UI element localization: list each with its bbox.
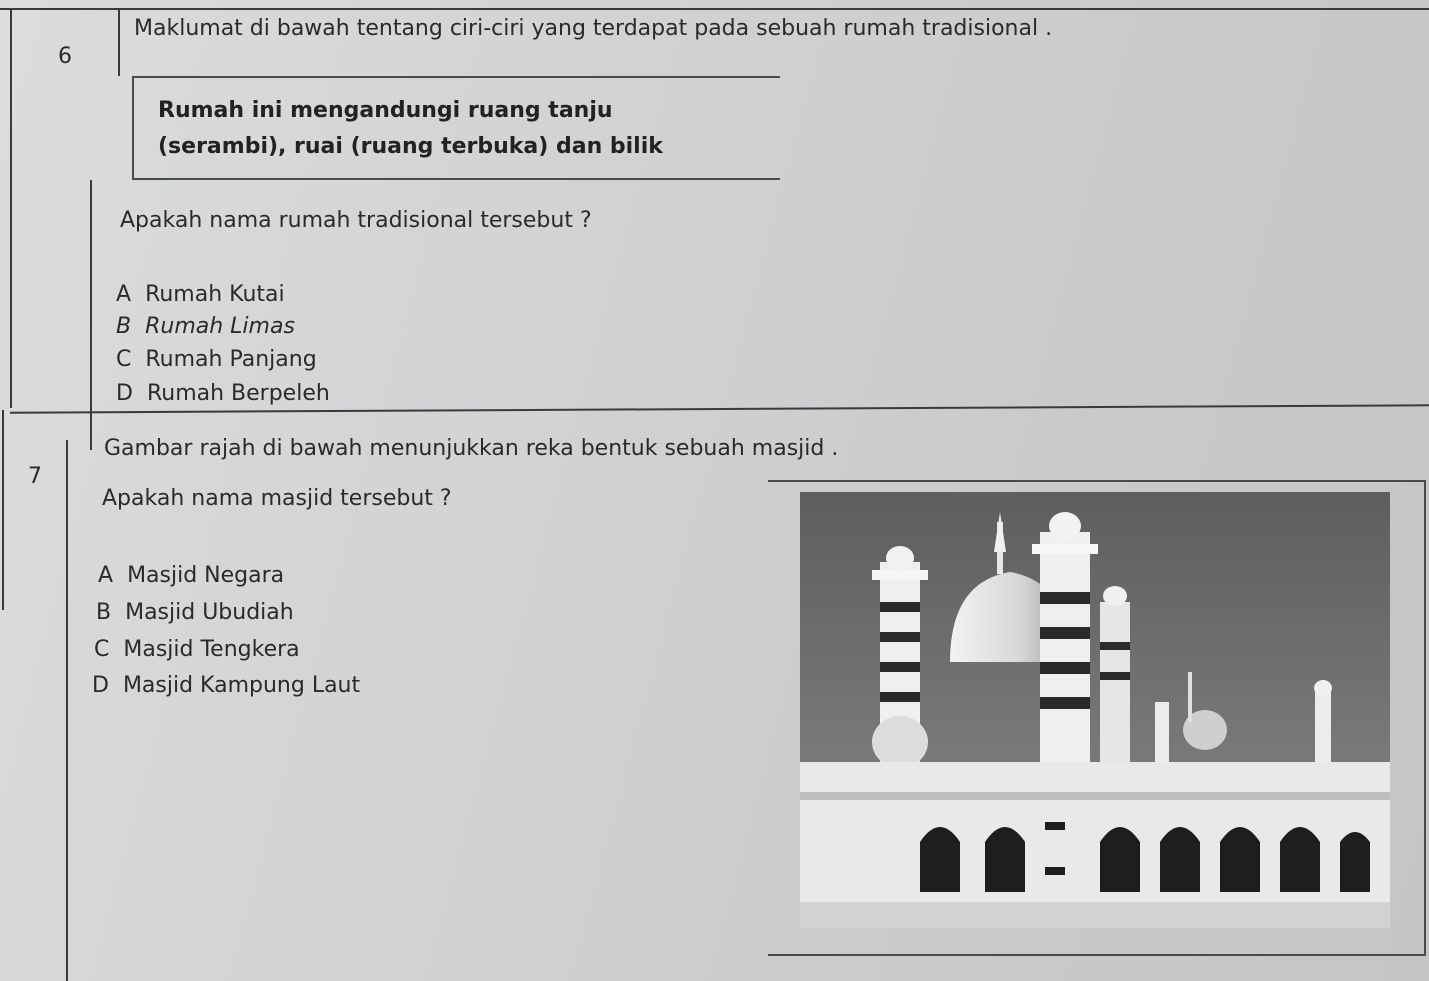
mosque-photo xyxy=(800,492,1390,928)
q7-number: 7 xyxy=(28,464,42,489)
option-text: Masjid Ubudiah xyxy=(125,600,294,625)
q6-question: Apakah nama rumah tradisional tersebut ? xyxy=(120,208,592,233)
q7-stem: Gambar rajah di bawah menunjukkan reka bentuk sebuah masjid . xyxy=(104,436,839,461)
option-letter: C xyxy=(116,347,132,372)
q7-question: Apakah nama masjid tersebut ? xyxy=(102,486,452,511)
q6-option-c[interactable] xyxy=(116,347,317,372)
q6-option-b[interactable] xyxy=(116,314,295,339)
q7-option-c[interactable] xyxy=(94,637,300,662)
q7-option-a[interactable] xyxy=(98,563,284,588)
option-text: Masjid Tengkera xyxy=(123,637,300,662)
q6-left-column-line xyxy=(10,8,12,408)
q7-left-column-line xyxy=(2,410,4,610)
q6-info-box xyxy=(132,76,780,180)
option-letter: B xyxy=(116,314,132,339)
q7-option-b[interactable] xyxy=(96,600,294,625)
option-text: Rumah Berpeleh xyxy=(146,381,330,406)
option-text: Rumah Limas xyxy=(145,314,295,339)
q6-option-a[interactable] xyxy=(116,282,285,307)
q7-option-d[interactable] xyxy=(92,673,360,698)
q6-number-divider xyxy=(118,8,120,76)
q6-option-d[interactable] xyxy=(116,381,330,406)
option-text: Masjid Kampung Laut xyxy=(122,673,361,698)
q6-stem: Maklumat di bawah tentang ciri-ciri yang terdapat pada sebuah rumah tradisional . xyxy=(134,16,1053,41)
option-letter: A xyxy=(98,563,114,588)
option-text: Masjid Negara xyxy=(127,563,285,588)
q7-inner-column-line xyxy=(66,440,68,981)
q6-box-line-1: Rumah ini mengandungi ruang tanju xyxy=(158,98,613,123)
top-border xyxy=(0,8,1429,10)
option-letter: D xyxy=(116,381,133,406)
q6-inner-column-line xyxy=(90,180,92,450)
option-letter: A xyxy=(116,282,132,307)
option-letter: D xyxy=(92,673,109,698)
option-text: Rumah Kutai xyxy=(145,282,285,307)
option-text: Rumah Panjang xyxy=(145,347,317,372)
q6-number: 6 xyxy=(58,44,72,69)
q6-box-line-2: (serambi), ruai (ruang terbuka) dan bilik xyxy=(158,134,663,159)
option-letter: C xyxy=(94,637,110,662)
option-letter: B xyxy=(96,600,112,625)
